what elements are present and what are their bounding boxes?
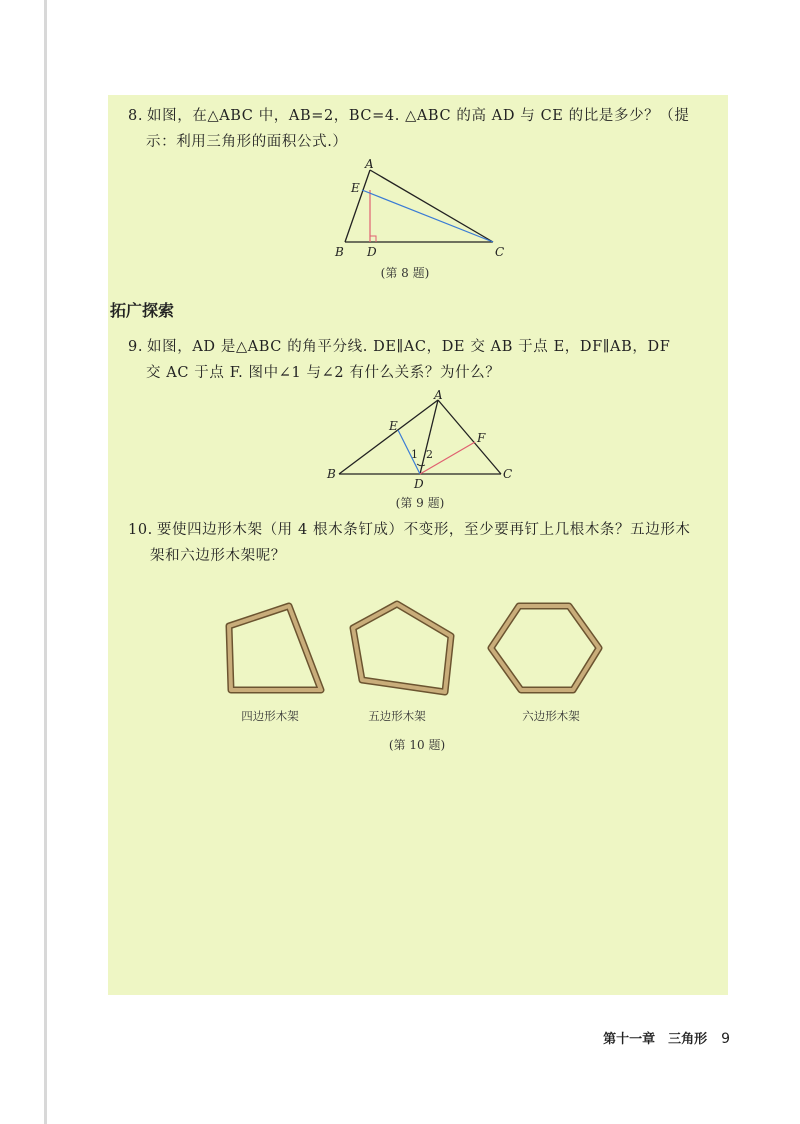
problem-10-line1 (128, 517, 720, 543)
label-a-9: A (434, 388, 443, 402)
page-spine (44, 0, 47, 1124)
label-b: B (335, 245, 344, 259)
angle-arc (417, 464, 425, 466)
problem-8-text1: 如图，在△ABC 中，AB=2，BC=4. △ABC 的高 AD 与 CE 的比是多少？（提 (147, 108, 690, 124)
wooden-frames (215, 598, 615, 708)
pentagon-frame-outline (353, 604, 451, 692)
problem-10 (128, 517, 720, 569)
figure-8-caption: (第 8 题) (380, 266, 430, 280)
problem-9-line1 (128, 334, 720, 360)
label-a: A (365, 157, 374, 171)
chapter-title: 第十一章 三角形 (603, 1032, 708, 1047)
figure-10-caption: (第 10 题) (388, 738, 446, 752)
label-angle-1: 1 (411, 448, 418, 461)
figure-8-triangle (325, 157, 525, 270)
problem-9-number: 9. (128, 339, 144, 355)
problem-8-text2: 示：利用三角形的面积公式.） (146, 134, 348, 150)
quad-frame-outline (229, 606, 321, 690)
problem-9-text1: 如图，AD 是△ABC 的角平分线. DE∥AC，DE 交 AB 于点 E，DF∥AB，DF (147, 339, 671, 355)
problem-8-line1 (128, 103, 720, 129)
problem-10-text1: 要使四边形木架（用 4 根木条钉成）不变形，至少要再钉上几根木条？五边形木 (156, 522, 691, 538)
label-quadrilateral-frame: 四边形木架 (241, 709, 299, 723)
figure-9-triangle (325, 390, 525, 490)
side-ac-9 (438, 400, 501, 474)
problem-10-text2: 架和六边形木架呢？ (150, 548, 286, 564)
figure-9-caption: (第 9 题) (395, 496, 445, 510)
page-number: 9 (721, 1031, 730, 1047)
side-ac (370, 170, 493, 242)
label-b-9: B (327, 467, 336, 481)
label-pentagon-frame: 五边形木架 (368, 709, 426, 723)
label-c: C (495, 245, 505, 259)
label-e-9: E (389, 419, 398, 433)
label-hexagon-frame: 六边形木架 (522, 709, 580, 723)
label-angle-2: 2 (426, 448, 433, 461)
label-c-9: C (503, 467, 513, 481)
label-f-9: F (477, 431, 486, 445)
altitude-ce (362, 190, 493, 242)
problem-8 (128, 103, 720, 155)
label-d: D (367, 245, 377, 259)
problem-9 (128, 334, 720, 386)
page-footer (560, 1028, 730, 1047)
label-e: E (351, 181, 360, 195)
section-title: 拓广探索 (110, 301, 175, 320)
problem-10-number: 10. (128, 522, 153, 538)
label-d-9: D (414, 477, 424, 491)
problem-8-number: 8. (128, 108, 144, 124)
right-angle-d (370, 236, 376, 242)
problem-9-text2: 交 AC 于点 F. 图中∠1 与∠2 有什么关系？为什么？ (146, 365, 501, 381)
